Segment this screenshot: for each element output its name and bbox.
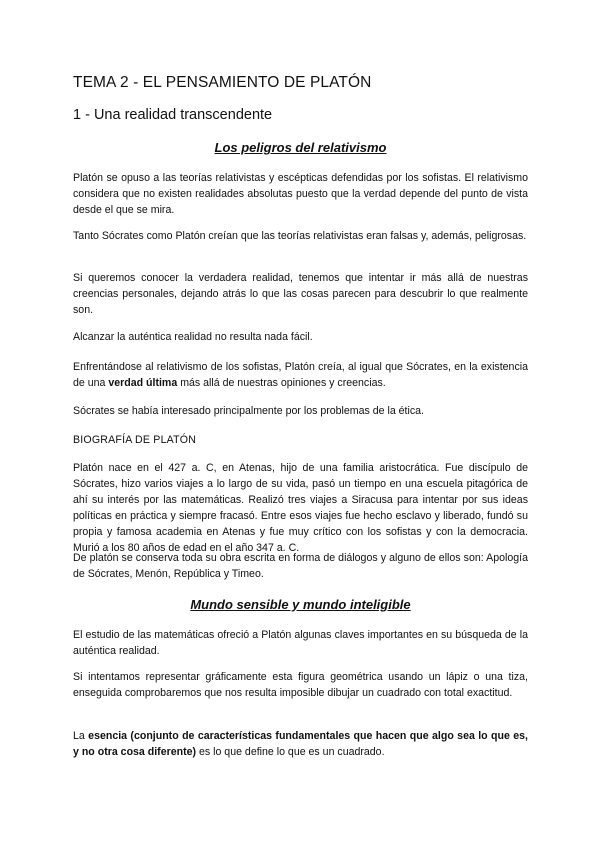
text-run: Enfrentándose al relativismo de los sofistas, Platón creía, al igual que Sócrates, en la existencia de una [73, 361, 528, 389]
text-run: es lo que define lo que es un cuadrado. [196, 746, 385, 758]
biography-label: BIOGRAFÍA DE PLATÓN [73, 434, 197, 446]
text-run: más allá de nuestras opiniones y creencias. [177, 377, 386, 389]
paragraph-verdad-ultima [73, 359, 528, 391]
paragraph: Platón se opuso a las teorías relativistas y escépticas defendidas por los sofistas. El relativismo considera que no existen realidades absolutas puesto que la verdad depende del punto de vista desde el que se mira. [73, 172, 528, 216]
paragraph: Sócrates se había interesado principalmente por los problemas de la ética. [73, 405, 424, 417]
bold-term: verdad última [108, 377, 178, 389]
document-title: TEMA 2 - EL PENSAMIENTO DE PLATÓN [73, 74, 372, 91]
biography-works-paragraph: De platón se conserva toda su obra escrita en forma de diálogos y alguno de ellos son: Apología de Sócrates, Menón, República y Timeo. [73, 552, 528, 580]
section-heading-mundo: Mundo sensible y mundo inteligible [190, 597, 411, 612]
document-subtitle: 1 - Una realidad transcendente [73, 107, 273, 123]
paragraph: Si queremos conocer la verdadera realidad, tenemos que intentar ir más allá de nuestras creencias personales, dejando atrás lo que las cosas parecen para descubrir lo que realmente son. [73, 272, 528, 316]
text-run: La [73, 730, 89, 742]
bold-term: esencia (conjunto de características fundamentales que hacen que algo sea lo que es, y no otra cosa diferente) [73, 730, 528, 758]
paragraph: Si intentamos representar gráficamente esta figura geométrica usando un lápiz o una tiza, enseguida comprobaremos que nos resulta imposible dibujar un cuadrado con total exactitud. [73, 671, 528, 699]
biography-paragraph: Platón nace en el 427 a. C, en Atenas, hijo de una familia aristocrática. Fue discípulo de Sócrates, hizo varios viajes a lo largo de su vida, pasó un tiempo en una escuela pitagórica de ahí su interés por las matemáticas. Realizó tres viajes a Siracusa para intentar por sus ideas políticas en práctica y siempre fracasó. Entre esos viajes fue hecho esclavo y liberado, fundó su propia y famosa academia en Atenas y fue muy crítico con los sofistas y con la democracia. Murió a los 80 años de edad en el año 347 a. C. [73, 462, 528, 554]
paragraph: El estudio de las matemáticas ofreció a Platón algunas claves importantes en su búsqueda de la auténtica realidad. [73, 629, 528, 657]
paragraph-esencia [73, 728, 528, 760]
paragraph: Tanto Sócrates como Platón creían que las teorías relativistas eran falsas y, además, peligrosas. [73, 230, 527, 242]
paragraph: Alcanzar la auténtica realidad no resulta nada fácil. [73, 331, 313, 343]
section-heading-relativismo: Los peligros del relativismo [214, 140, 387, 155]
